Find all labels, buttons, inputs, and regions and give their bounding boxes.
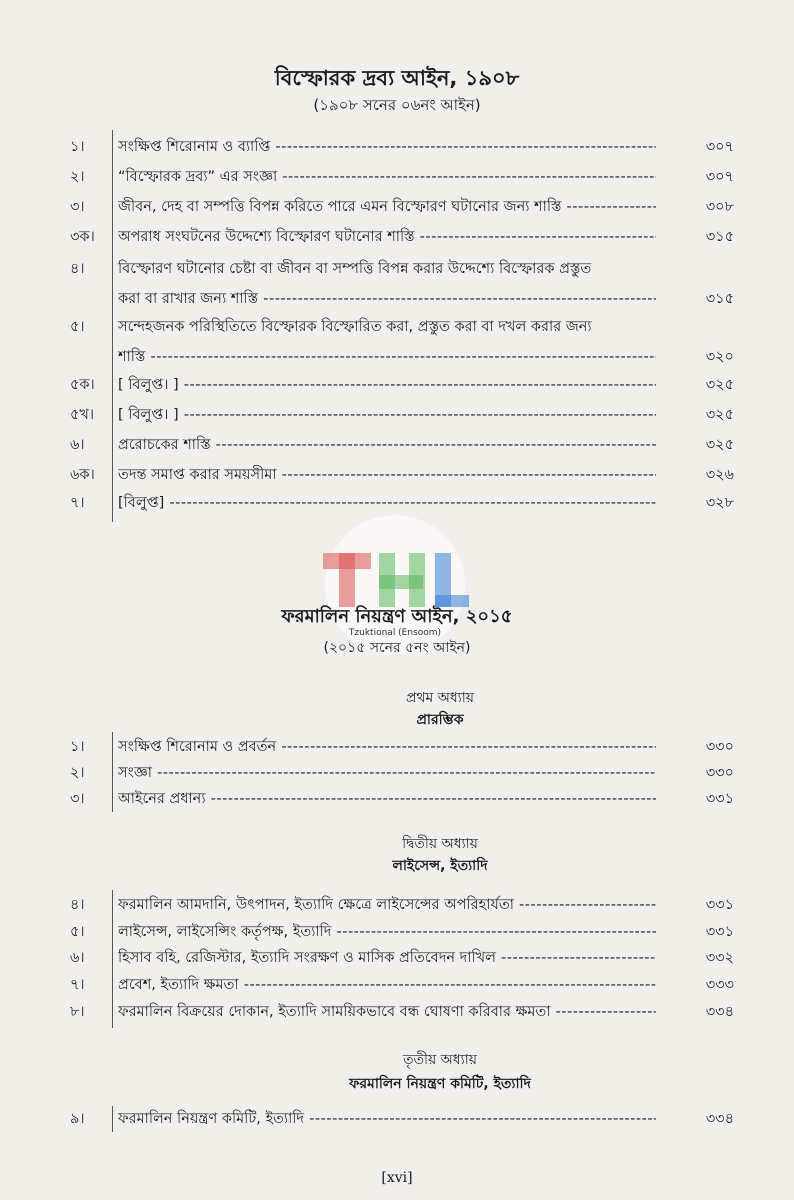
toc-row[interactable] [0,1106,794,1132]
chapter-title: লাইসেন্স, ইত্যাদি [392,858,488,874]
section-number: ৭। [70,977,85,993]
chapter-label: তৃতীয় অধ্যায় [402,1052,478,1068]
page-number: ৩২৫ [705,407,734,423]
page-number: ৩৩১ [705,924,734,940]
page-number: ৩৩২ [705,950,734,966]
section-number: ১। [70,739,85,755]
page-number: ৩১৫ [705,229,734,245]
chapter-label: দ্বিতীয় অধ্যায় [402,836,478,852]
section-title: সংক্ষিপ্ত শিরোনাম ও ব্যাপ্তি ----- [118,134,656,160]
section-title: সংক্ষিপ্ত শিরোনাম ও প্রবর্তন ----- [118,734,656,760]
section-title-continued: করা বা রাখার জন্য শাস্তি ----- [118,286,656,312]
page-number: ৩৩০ [705,739,734,755]
page-number: ৩২৬ [705,467,734,483]
page-number: ৩২০ [705,349,734,365]
chapter-title: প্রারম্ভিক [416,712,464,728]
chapter-title: ফরমালিন নিয়ন্ত্রণ কমিটি, ইত্যাদি [349,1076,531,1092]
section-title: ফরমালিন আমদানি, উৎপাদন, ইত্যাদি ক্ষেত্রে লাইসেন্সের অপরিহার্যতা ----- [118,892,656,918]
section-title: আইনের প্রধান্য ----- [118,786,656,812]
page-number: ৩৩৪ [705,1111,734,1127]
page-number: ৩৩৩ [705,977,734,993]
page-number: ৩১৫ [705,291,734,307]
section-title-continued: শাস্তি ----- [118,344,656,370]
section-title: ফরমালিন বিক্রয়ের দোকান, ইত্যাদি সাময়িকভাবে বন্ধ ঘোষণা করিবার ক্ষমতা ----- [118,999,656,1025]
section-number: ৫। [70,319,85,335]
section-number: ৯। [70,1111,85,1127]
page-number: ৩০৮ [705,199,734,215]
watermark-caption: Tzuktional (Ensoom) [348,628,442,638]
section-number: ৪। [70,261,85,277]
section-title: অপরাধ সংঘটনের উদ্দেশ্যে বিস্ফোরণ ঘটানোর শাস্তি ----- [118,224,656,250]
section-number: ৫খ। [70,407,95,423]
page-number: ৩৩১ [705,791,734,807]
section-number: ৬। [70,950,85,966]
toc-row[interactable] [0,734,794,760]
act-title-explosives: বিস্ফোরক দ্রব্য আইন, ১৯০৮ [274,66,520,90]
page-number: ৩৩৪ [705,1004,734,1020]
toc-row[interactable] [0,999,794,1025]
section-number: ৫ক। [70,377,95,393]
section-title: [ বিলুপ্ত। ] ----- [118,372,656,398]
act-title-formalin: ফরমালিন নিয়ন্ত্রণ আইন, ২০১৫ [281,606,513,627]
toc-row[interactable] [0,462,794,488]
act-subtitle-formalin: (২০১৫ সনের ৫নং আইন) [323,640,471,656]
page-number: ৩২৫ [705,437,734,453]
toc-row[interactable] [0,972,794,998]
toc-row[interactable] [0,402,794,428]
section-number: ৫। [70,924,85,940]
page-number: ৩০৭ [705,139,734,155]
page-number: ৩২৮ [705,495,734,511]
toc-row[interactable] [0,892,794,918]
chapter-label: প্রথম অধ্যায় [405,690,475,706]
section-title: জীবন, দেহ বা সম্পত্তি বিপন্ন করিতে পারে এমন বিস্ফোরণ ঘটানোর জন্য শাস্তি ----- [118,194,656,220]
section-number: ৬। [70,437,85,453]
toc-row[interactable] [0,786,794,812]
toc-row[interactable] [0,919,794,945]
page-number: ৩২৫ [705,377,734,393]
section-number: ২। [70,765,85,781]
section-number: ৩। [70,199,85,215]
page-footer-number: [xvi] [381,1170,413,1186]
toc-row[interactable] [0,164,794,190]
section-number: ১। [70,139,85,155]
section-number: ৮। [70,1004,85,1020]
section-title: ফরমালিন নিয়ন্ত্রণ কমিটি, ইত্যাদি ----- [118,1106,656,1132]
section-number: ৪। [70,897,85,913]
section-title: [ বিলুপ্ত। ] ----- [118,402,656,428]
toc-row[interactable] [0,134,794,160]
section-title: তদন্ত সমাপ্ত করার সময়সীমা ----- [118,462,656,488]
toc-row[interactable] [0,372,794,398]
section-number: ৩। [70,791,85,807]
toc-row[interactable] [0,224,794,250]
section-title: হিসাব বহি, রেজিস্টার, ইত্যাদি সংরক্ষণ ও মাসিক প্রতিবেদন দাখিল ----- [118,945,656,971]
section-title: [বিলুপ্ত] ----- [118,490,656,516]
toc-row[interactable] [0,945,794,971]
section-title: বিস্ফোরণ ঘটানোর চেষ্টা বা জীবন বা সম্পত্তি বিপন্ন করার উদ্দেশ্যে বিস্ফোরক প্রস্তুত [118,261,592,277]
page-number: ৩৩০ [705,765,734,781]
toc-row[interactable] [0,194,794,220]
act-subtitle-explosives: (১৯০৮ সনের ০৬নং আইন) [313,96,481,114]
section-title: সংজ্ঞা ----- [118,760,656,786]
toc-row[interactable] [0,432,794,458]
section-title: সন্দেহজনক পরিস্থিতিতে বিস্ফোরক বিস্ফোরিত করা, প্রস্তুত করা বা দখল করার জন্য [118,319,592,335]
section-number: ৭। [70,495,85,511]
section-number: ২। [70,169,85,185]
section-title: “বিস্ফোরক দ্রব্য” এর সংজ্ঞা ----- [118,164,656,190]
section-number: ৬ক। [70,467,95,483]
section-title: প্রবেশ, ইত্যাদি ক্ষমতা ----- [118,972,656,998]
section-title: লাইসেন্স, লাইসেন্সিং কর্তৃপক্ষ, ইত্যাদি ----- [118,919,656,945]
page-number: ৩০৭ [705,169,734,185]
section-title: প্ররোচকের শাস্তি ----- [118,432,656,458]
section-number: ৩ক। [70,229,95,245]
page-number: ৩৩১ [705,897,734,913]
toc-row[interactable] [0,760,794,786]
